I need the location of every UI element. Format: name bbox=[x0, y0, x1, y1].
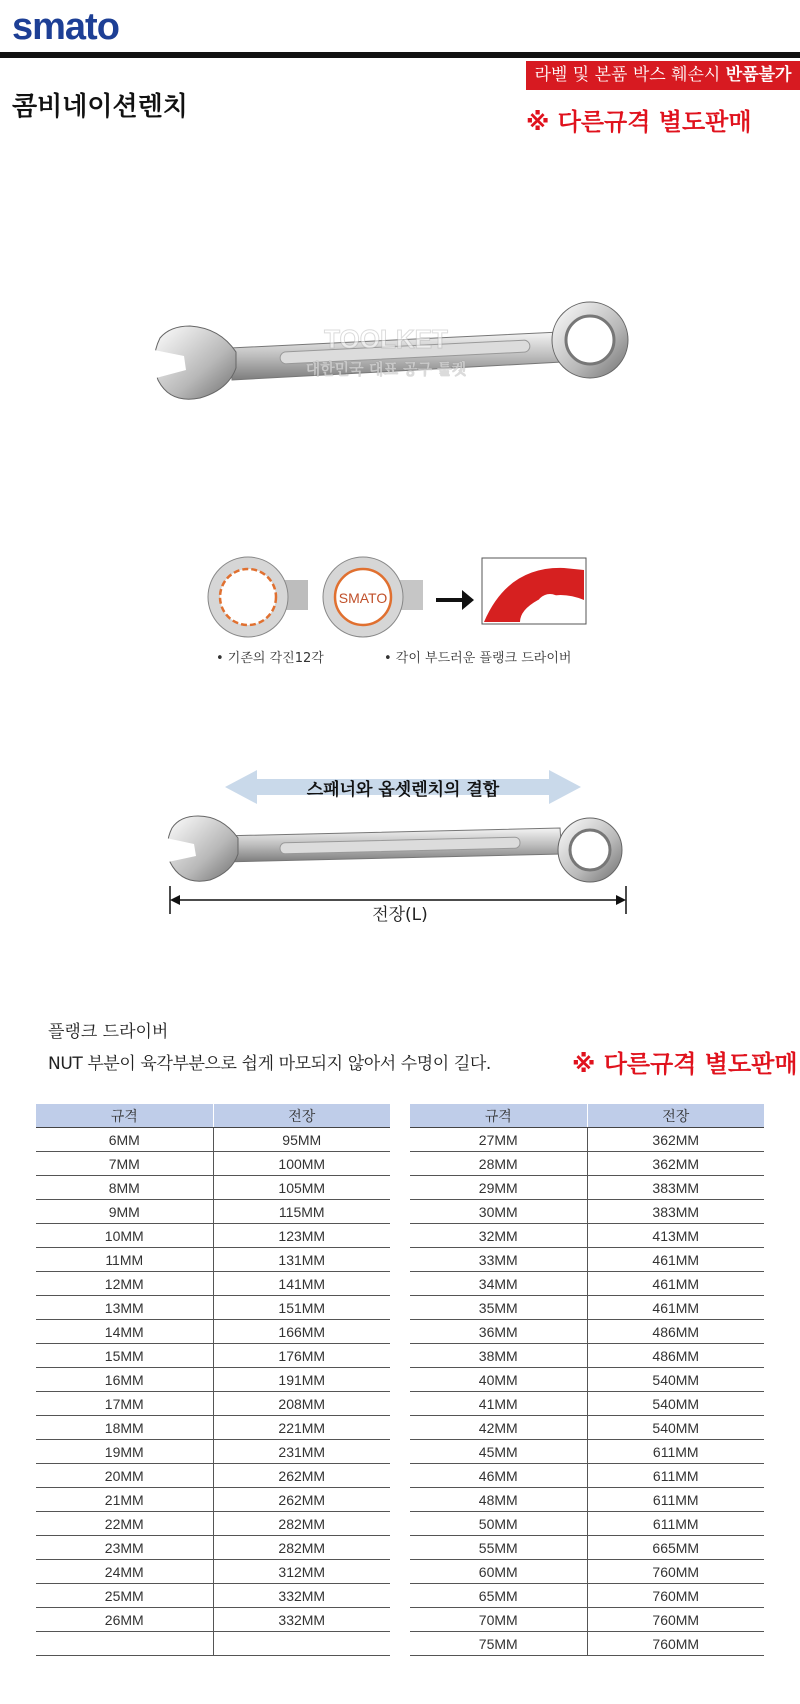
table-row bbox=[410, 1200, 764, 1224]
length-cell: 760MM bbox=[587, 1560, 764, 1584]
table-row bbox=[36, 1224, 390, 1248]
length-cell: 332MM bbox=[213, 1584, 390, 1608]
size-cell: 21MM bbox=[36, 1488, 213, 1512]
length-cell: 191MM bbox=[213, 1368, 390, 1392]
table-row bbox=[36, 1392, 390, 1416]
size-cell: 60MM bbox=[410, 1560, 587, 1584]
length-cell: 461MM bbox=[587, 1248, 764, 1272]
table-header-row bbox=[410, 1104, 764, 1128]
column-header-size: 규격 bbox=[410, 1104, 587, 1128]
traditional-12-point-ring bbox=[208, 557, 308, 637]
table-row bbox=[36, 1512, 390, 1536]
table-row bbox=[36, 1536, 390, 1560]
size-cell: 27MM bbox=[410, 1128, 587, 1152]
table-row bbox=[36, 1608, 390, 1632]
other-sizes-note-bottom: ※ 다른규격 별도판매 bbox=[572, 1050, 798, 1078]
size-cell: 25MM bbox=[36, 1584, 213, 1608]
return-policy-banner bbox=[526, 61, 800, 90]
table-row bbox=[410, 1224, 764, 1248]
table-row bbox=[36, 1416, 390, 1440]
size-cell: 8MM bbox=[36, 1176, 213, 1200]
table-row bbox=[36, 1320, 390, 1344]
table-row bbox=[36, 1248, 390, 1272]
length-cell: 141MM bbox=[213, 1272, 390, 1296]
size-cell: 15MM bbox=[36, 1344, 213, 1368]
length-cell: 95MM bbox=[213, 1128, 390, 1152]
empty-cell bbox=[36, 1632, 213, 1656]
size-cell: 29MM bbox=[410, 1176, 587, 1200]
table-row bbox=[410, 1320, 764, 1344]
size-cell: 55MM bbox=[410, 1536, 587, 1560]
table-row bbox=[36, 1152, 390, 1176]
table-row-empty bbox=[36, 1632, 390, 1656]
column-header-length: 전장 bbox=[213, 1104, 390, 1128]
size-cell: 50MM bbox=[410, 1512, 587, 1536]
flank-detail-zoom bbox=[482, 558, 586, 624]
ring-brand-text: SMATO bbox=[338, 590, 388, 606]
size-cell: 32MM bbox=[410, 1224, 587, 1248]
table-row bbox=[410, 1536, 764, 1560]
size-cell: 28MM bbox=[410, 1152, 587, 1176]
return-policy-emphasis: 반품불가 bbox=[725, 65, 792, 85]
length-cell: 760MM bbox=[587, 1608, 764, 1632]
arrow-right-icon bbox=[436, 590, 474, 610]
table-row bbox=[36, 1584, 390, 1608]
flank-drive-heading: 플랭크 드라이버 bbox=[48, 1022, 169, 1042]
spec-table-right bbox=[410, 1104, 764, 1656]
size-cell: 75MM bbox=[410, 1632, 587, 1656]
size-cell: 33MM bbox=[410, 1248, 587, 1272]
column-header-length: 전장 bbox=[587, 1104, 764, 1128]
size-cell: 14MM bbox=[36, 1320, 213, 1344]
table-row bbox=[410, 1632, 764, 1656]
size-cell: 10MM bbox=[36, 1224, 213, 1248]
size-cell: 6MM bbox=[36, 1128, 213, 1152]
size-cell: 24MM bbox=[36, 1560, 213, 1584]
table-row bbox=[36, 1272, 390, 1296]
size-cell: 22MM bbox=[36, 1512, 213, 1536]
length-cell: 100MM bbox=[213, 1152, 390, 1176]
table-row bbox=[36, 1128, 390, 1152]
length-cell: 262MM bbox=[213, 1488, 390, 1512]
table-row bbox=[36, 1440, 390, 1464]
length-cell: 362MM bbox=[587, 1128, 764, 1152]
length-cell: 282MM bbox=[213, 1512, 390, 1536]
size-cell: 30MM bbox=[410, 1200, 587, 1224]
length-cell: 208MM bbox=[213, 1392, 390, 1416]
size-cell: 34MM bbox=[410, 1272, 587, 1296]
table-row bbox=[36, 1344, 390, 1368]
table-row bbox=[410, 1392, 764, 1416]
size-cell: 19MM bbox=[36, 1440, 213, 1464]
table-row bbox=[36, 1464, 390, 1488]
size-cell: 12MM bbox=[36, 1272, 213, 1296]
size-cell: 41MM bbox=[410, 1392, 587, 1416]
table-row bbox=[410, 1584, 764, 1608]
length-cell: 611MM bbox=[587, 1488, 764, 1512]
size-cell: 65MM bbox=[410, 1584, 587, 1608]
size-cell: 23MM bbox=[36, 1536, 213, 1560]
size-cell: 36MM bbox=[410, 1320, 587, 1344]
caption-traditional: • 기존의 각진12각 bbox=[216, 651, 324, 666]
length-cell: 540MM bbox=[587, 1368, 764, 1392]
watermark-text: TOOLKET bbox=[324, 324, 448, 354]
size-cell: 26MM bbox=[36, 1608, 213, 1632]
length-cell: 221MM bbox=[213, 1416, 390, 1440]
combination-label: 스패너와 옵셋렌치의 결합 bbox=[306, 780, 500, 800]
length-cell: 176MM bbox=[213, 1344, 390, 1368]
empty-cell bbox=[213, 1632, 390, 1656]
flank-drive-ring bbox=[323, 557, 423, 637]
table-row bbox=[410, 1512, 764, 1536]
flank-drive-description: NUT 부분이 육각부분으로 쉽게 마모되지 않아서 수명이 길다. bbox=[48, 1054, 491, 1074]
length-cell: 665MM bbox=[587, 1536, 764, 1560]
table-row bbox=[36, 1296, 390, 1320]
length-cell: 611MM bbox=[587, 1440, 764, 1464]
length-cell: 123MM bbox=[213, 1224, 390, 1248]
length-cell: 115MM bbox=[213, 1200, 390, 1224]
length-cell: 362MM bbox=[587, 1152, 764, 1176]
header-divider bbox=[0, 52, 800, 58]
table-row bbox=[410, 1608, 764, 1632]
size-cell: 20MM bbox=[36, 1464, 213, 1488]
table-row bbox=[410, 1128, 764, 1152]
watermark-subtext: 대한민국 대표 공구 툴켓 bbox=[305, 360, 467, 378]
ring-comparison-image bbox=[208, 560, 598, 660]
table-row bbox=[410, 1272, 764, 1296]
table-row bbox=[36, 1368, 390, 1392]
size-cell: 9MM bbox=[36, 1200, 213, 1224]
size-cell: 48MM bbox=[410, 1488, 587, 1512]
length-cell: 540MM bbox=[587, 1416, 764, 1440]
brand-logo: smato bbox=[12, 6, 119, 48]
table-row bbox=[410, 1488, 764, 1512]
length-cell: 461MM bbox=[587, 1296, 764, 1320]
length-cell: 611MM bbox=[587, 1464, 764, 1488]
length-cell: 262MM bbox=[213, 1464, 390, 1488]
length-cell: 332MM bbox=[213, 1608, 390, 1632]
length-cell: 611MM bbox=[587, 1512, 764, 1536]
table-header-row bbox=[36, 1104, 390, 1128]
size-cell: 45MM bbox=[410, 1440, 587, 1464]
table-row bbox=[410, 1152, 764, 1176]
table-row bbox=[410, 1416, 764, 1440]
return-policy-text: 라벨 및 본품 박스 훼손시 bbox=[534, 65, 726, 85]
size-cell: 7MM bbox=[36, 1152, 213, 1176]
wrench-main-image bbox=[140, 318, 660, 428]
table-row bbox=[410, 1440, 764, 1464]
length-cell: 461MM bbox=[587, 1272, 764, 1296]
size-cell: 46MM bbox=[410, 1464, 587, 1488]
size-cell: 38MM bbox=[410, 1344, 587, 1368]
length-label: 전장(L) bbox=[372, 905, 428, 925]
table-row bbox=[410, 1464, 764, 1488]
table-row bbox=[410, 1176, 764, 1200]
other-sizes-note: ※ 다른규격 별도판매 bbox=[526, 108, 752, 136]
size-cell: 70MM bbox=[410, 1608, 587, 1632]
length-cell: 760MM bbox=[587, 1632, 764, 1656]
length-cell: 383MM bbox=[587, 1176, 764, 1200]
table-row bbox=[36, 1176, 390, 1200]
size-cell: 11MM bbox=[36, 1248, 213, 1272]
table-row bbox=[36, 1560, 390, 1584]
column-header-size: 규격 bbox=[36, 1104, 213, 1128]
table-row bbox=[410, 1344, 764, 1368]
length-cell: 486MM bbox=[587, 1344, 764, 1368]
length-cell: 105MM bbox=[213, 1176, 390, 1200]
product-title: 콤비네이션렌치 bbox=[12, 92, 188, 122]
length-cell: 231MM bbox=[213, 1440, 390, 1464]
table-row bbox=[36, 1200, 390, 1224]
size-cell: 18MM bbox=[36, 1416, 213, 1440]
table-row bbox=[410, 1368, 764, 1392]
size-cell: 13MM bbox=[36, 1296, 213, 1320]
spec-table-left bbox=[36, 1104, 390, 1656]
length-cell: 383MM bbox=[587, 1200, 764, 1224]
length-cell: 166MM bbox=[213, 1320, 390, 1344]
table-row bbox=[410, 1560, 764, 1584]
table-row bbox=[410, 1296, 764, 1320]
length-cell: 312MM bbox=[213, 1560, 390, 1584]
length-cell: 540MM bbox=[587, 1392, 764, 1416]
size-cell: 42MM bbox=[410, 1416, 587, 1440]
table-row bbox=[36, 1488, 390, 1512]
size-cell: 16MM bbox=[36, 1368, 213, 1392]
size-cell: 17MM bbox=[36, 1392, 213, 1416]
length-cell: 486MM bbox=[587, 1320, 764, 1344]
length-cell: 131MM bbox=[213, 1248, 390, 1272]
length-cell: 282MM bbox=[213, 1536, 390, 1560]
length-cell: 760MM bbox=[587, 1584, 764, 1608]
size-cell: 35MM bbox=[410, 1296, 587, 1320]
caption-flank: • 각이 부드러운 플랭크 드라이버 bbox=[384, 651, 572, 666]
length-cell: 151MM bbox=[213, 1296, 390, 1320]
table-row bbox=[410, 1248, 764, 1272]
size-cell: 40MM bbox=[410, 1368, 587, 1392]
length-cell: 413MM bbox=[587, 1224, 764, 1248]
